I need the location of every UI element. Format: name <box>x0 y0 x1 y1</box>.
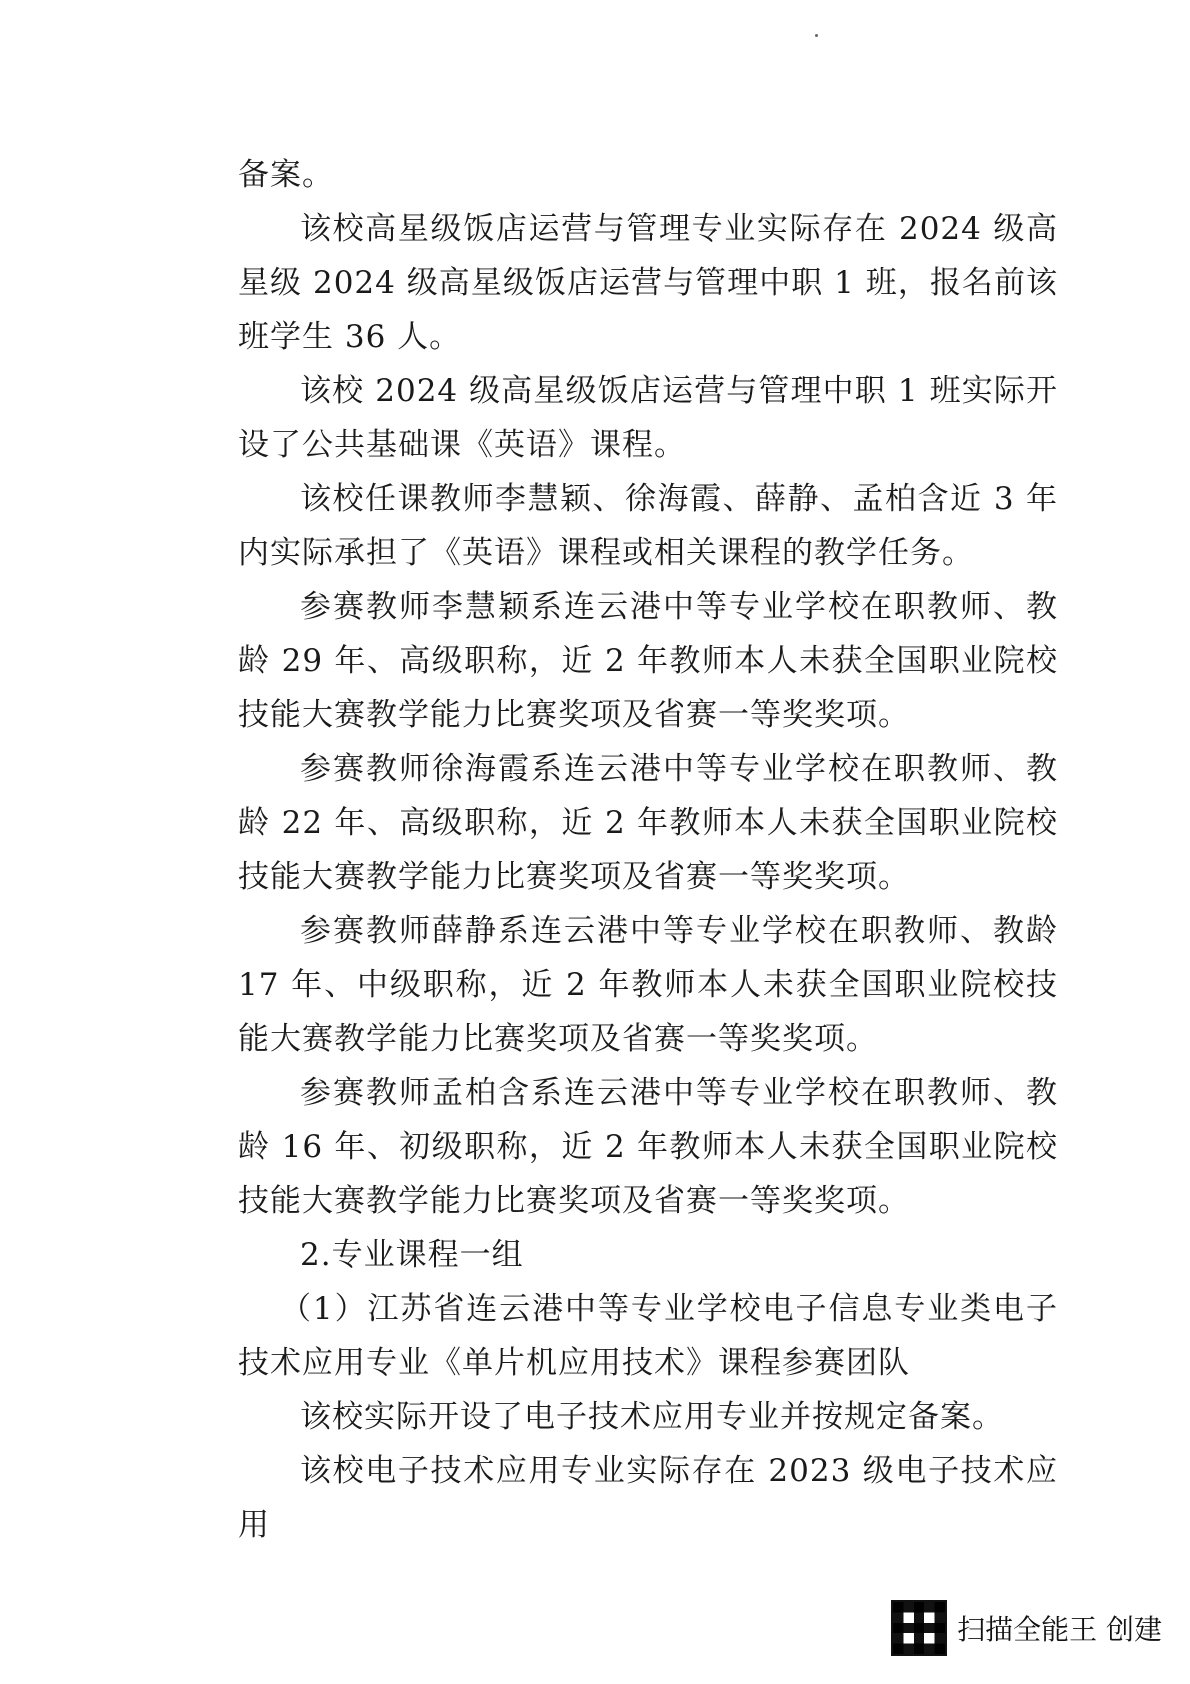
scanner-watermark <box>891 1600 1162 1656</box>
paragraph: 参赛教师孟柏含系连云港中等专业学校在职教师、教龄 16 年、初级职称，近 2 年教师本人未获全国职业院校技能大赛教学能力比赛奖项及省赛一等奖奖项。 <box>238 1075 1058 1219</box>
paragraph: 参赛教师李慧颖系连云港中等专业学校在职教师、教龄 29 年、高级职称，近 2 年教师本人未获全国职业院校技能大赛教学能力比赛奖项及省赛一等奖奖项。 <box>238 589 1058 733</box>
paragraph: 参赛教师徐海霞系连云港中等专业学校在职教师、教龄 22 年、高级职称，近 2 年教师本人未获全国职业院校技能大赛教学能力比赛奖项及省赛一等奖奖项。 <box>238 751 1058 895</box>
paragraph: 备案。 <box>238 157 334 193</box>
document-body <box>238 148 1058 1552</box>
paragraph: 参赛教师薛静系连云港中等专业学校在职教师、教龄 17 年、中级职称，近 2 年教师本人未获全国职业院校技能大赛教学能力比赛奖项及省赛一等奖奖项。 <box>238 913 1058 1057</box>
subsection-heading: （1）江苏省连云港中等专业学校电子信息专业类电子技术应用专业《单片机应用技术》课程参赛团队 <box>238 1291 1058 1381</box>
paragraph: 该校实际开设了电子技术应用专业并按规定备案。 <box>300 1399 1004 1435</box>
paragraph: 该校任课教师李慧颖、徐海霞、薛静、孟柏含近 3 年内实际承担了《英语》课程或相关课程的教学任务。 <box>238 481 1058 571</box>
section-heading: 2.专业课程一组 <box>300 1237 524 1273</box>
watermark-label: 扫描全能王 创建 <box>957 1613 1162 1646</box>
paragraph: 该校高星级饭店运营与管理专业实际存在 2024 级高星级 2024 级高星级饭店运营与管理中职 1 班，报名前该班学生 36 人。 <box>238 211 1058 355</box>
paragraph: 该校电子技术应用专业实际存在 2023 级电子技术应用 <box>238 1453 1058 1543</box>
paragraph: 该校 2024 级高星级饭店运营与管理中职 1 班实际开设了公共基础课《英语》课程。 <box>238 373 1058 463</box>
qr-code-icon <box>891 1600 947 1656</box>
scan-dot <box>815 34 818 37</box>
